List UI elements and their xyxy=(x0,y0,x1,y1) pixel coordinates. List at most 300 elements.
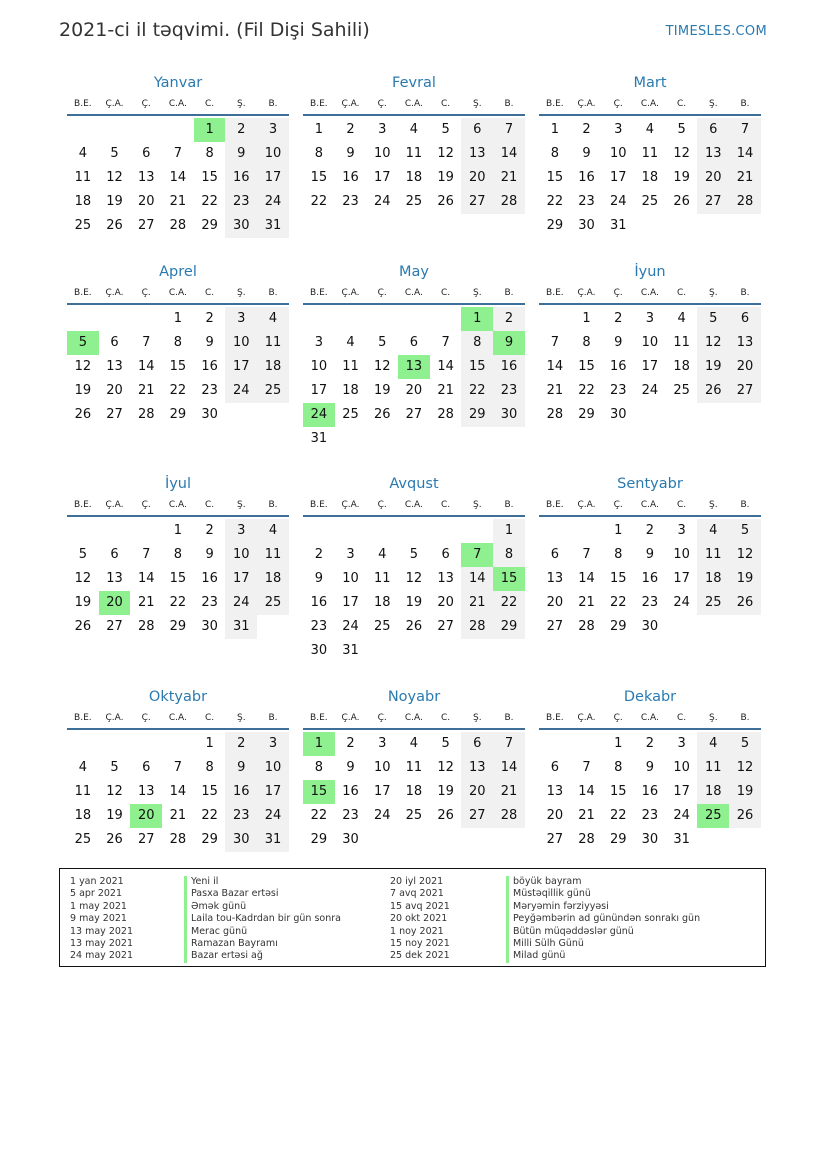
day-cell: 12 xyxy=(373,359,391,374)
weekday-label: Ç.A. xyxy=(341,288,360,298)
day-cell: 16 xyxy=(225,166,257,190)
day-cell: 23 xyxy=(578,194,595,209)
day-cell: 25 xyxy=(673,383,690,398)
holiday-name: Məryəmin fərziyyəsi xyxy=(506,901,700,913)
holiday-date: 20 okt 2021 xyxy=(390,913,448,925)
day-cell: 19 xyxy=(106,808,123,823)
day-cell: 19 xyxy=(673,170,690,185)
weekday-label: B. xyxy=(504,288,514,298)
weekday-header xyxy=(539,95,761,116)
holiday-name: Ramazan Bayramı xyxy=(184,938,341,950)
day-cell: 4 xyxy=(378,547,387,562)
empty-cell xyxy=(67,732,99,756)
empty-cell xyxy=(99,118,131,142)
day-cell: 28 xyxy=(729,190,761,214)
weekday-label: C.A. xyxy=(640,713,659,723)
day-cell: 9 xyxy=(645,760,655,775)
month-block xyxy=(303,472,525,663)
day-cell: 4 xyxy=(409,736,419,751)
day-cell: 22 xyxy=(609,808,627,823)
day-cell: 4 xyxy=(677,311,686,326)
day-cell: 3 xyxy=(645,311,655,326)
weekday-label: Ç. xyxy=(141,713,151,723)
weekday-label: B.E. xyxy=(310,288,328,298)
day-cell: 12 xyxy=(106,784,123,799)
day-cell: 20 xyxy=(697,166,729,190)
weekday-label: C. xyxy=(677,713,687,723)
brand-link[interactable]: TIMESLES.COM xyxy=(665,24,767,39)
holiday-name: Merac günü xyxy=(184,926,341,938)
day-cell: 5 xyxy=(729,732,761,756)
day-cell: 18 xyxy=(405,784,423,799)
day-cell: 12 xyxy=(729,543,761,567)
holiday-date: 1 yan 2021 xyxy=(70,876,124,887)
day-grid xyxy=(67,307,289,427)
day-cell: 9 xyxy=(346,760,355,775)
holiday-day-cell: 13 xyxy=(398,355,430,379)
day-cell: 28 xyxy=(493,804,525,828)
month-name: Aprel xyxy=(159,264,197,280)
day-cell: 15 xyxy=(169,359,187,374)
day-cell: 28 xyxy=(578,832,595,847)
day-cell: 18 xyxy=(673,359,690,374)
day-cell: 6 xyxy=(142,760,151,775)
weekday-label: B. xyxy=(268,500,278,510)
day-cell: 4 xyxy=(409,122,419,137)
weekday-label: Ş. xyxy=(236,99,246,109)
empty-cell xyxy=(539,307,571,331)
weekday-label: Ş. xyxy=(708,288,718,298)
day-cell: 10 xyxy=(641,335,659,350)
weekday-header xyxy=(67,709,289,730)
weekday-label: B. xyxy=(268,99,278,109)
weekday-label: Ş. xyxy=(472,288,482,298)
weekday-label: B.E. xyxy=(546,500,564,510)
day-cell: 26 xyxy=(437,808,454,823)
day-cell: 10 xyxy=(310,359,328,374)
day-cell: 12 xyxy=(437,760,454,775)
empty-cell xyxy=(398,519,430,543)
day-cell: 13 xyxy=(106,571,123,586)
day-cell: 19 xyxy=(405,595,423,610)
day-cell: 3 xyxy=(378,736,387,751)
day-cell: 6 xyxy=(110,335,119,350)
day-cell: 26 xyxy=(729,804,761,828)
day-cell: 11 xyxy=(373,571,391,586)
day-cell: 10 xyxy=(373,760,391,775)
day-cell: 8 xyxy=(205,146,214,161)
empty-cell xyxy=(571,519,603,543)
day-cell: 5 xyxy=(378,335,387,350)
day-cell: 17 xyxy=(673,571,690,586)
empty-cell xyxy=(162,118,194,142)
weekday-label: B. xyxy=(504,713,514,723)
weekday-label: C. xyxy=(205,713,215,723)
day-cell: 10 xyxy=(257,756,289,780)
day-cell: 21 xyxy=(169,808,187,823)
empty-cell xyxy=(366,519,398,543)
day-cell: 13 xyxy=(729,331,761,355)
holiday-day-cell: 1 xyxy=(461,307,493,331)
weekday-label: B.E. xyxy=(546,99,564,109)
day-cell: 23 xyxy=(201,383,218,398)
holiday-name: Bazar ertəsi ağ xyxy=(184,950,341,962)
day-cell: 8 xyxy=(205,760,214,775)
month-block xyxy=(539,71,761,238)
empty-cell xyxy=(303,307,335,331)
day-cell: 8 xyxy=(614,760,623,775)
day-cell: 18 xyxy=(697,567,729,591)
weekday-label: C.A. xyxy=(640,99,659,109)
weekday-header xyxy=(539,709,761,730)
day-cell: 31 xyxy=(257,214,289,238)
weekday-label: Ş. xyxy=(236,288,246,298)
holiday-date: 25 dek 2021 xyxy=(390,950,450,962)
day-cell: 14 xyxy=(137,359,155,374)
day-cell: 20 xyxy=(437,595,454,610)
day-cell: 2 xyxy=(645,523,655,538)
holiday-date: 1 may 2021 xyxy=(70,900,127,912)
page-title: 2021-ci il təqvimi. (Fil Dişi Sahili) xyxy=(59,19,370,41)
day-cell: 30 xyxy=(641,832,659,847)
day-cell: 2 xyxy=(205,311,214,326)
day-cell: 24 xyxy=(342,619,359,634)
day-cell: 6 xyxy=(729,307,761,331)
day-cell: 16 xyxy=(201,571,218,586)
day-cell: 25 xyxy=(74,832,92,847)
weekday-label: B.E. xyxy=(74,99,92,109)
holiday-name: Yeni il xyxy=(184,876,341,888)
day-cell: 24 xyxy=(373,808,391,823)
weekday-label: Ç. xyxy=(377,500,387,510)
day-grid xyxy=(539,519,761,639)
day-cell: 25 xyxy=(257,591,289,615)
day-cell: 21 xyxy=(578,808,595,823)
weekday-label: C.A. xyxy=(640,500,659,510)
day-cell: 29 xyxy=(493,615,525,639)
holiday-day-cell: 20 xyxy=(130,804,162,828)
month-block xyxy=(67,260,289,427)
day-cell: 16 xyxy=(641,784,659,799)
day-cell: 26 xyxy=(697,379,729,403)
day-cell: 30 xyxy=(201,407,218,422)
legend-names-left xyxy=(184,876,341,963)
day-cell: 2 xyxy=(225,118,257,142)
weekday-label: B.E. xyxy=(546,713,564,723)
empty-cell xyxy=(303,519,335,543)
day-cell: 12 xyxy=(74,571,92,586)
empty-cell xyxy=(67,307,99,331)
month-block xyxy=(539,472,761,639)
day-cell: 3 xyxy=(225,519,257,543)
holiday-name: Bütün müqəddəslər günü xyxy=(506,926,700,938)
day-cell: 15 xyxy=(169,571,187,586)
day-cell: 25 xyxy=(373,619,391,634)
day-cell: 11 xyxy=(405,760,423,775)
weekday-label: C. xyxy=(441,99,451,109)
day-cell: 14 xyxy=(578,784,595,799)
day-cell: 13 xyxy=(546,571,564,586)
holiday-date: 7 avq 2021 xyxy=(390,888,444,900)
day-cell: 25 xyxy=(405,808,423,823)
empty-cell xyxy=(430,307,462,331)
day-cell: 8 xyxy=(314,760,323,775)
empty-cell xyxy=(571,732,603,756)
weekday-label: C.A. xyxy=(168,713,187,723)
day-cell: 11 xyxy=(257,331,289,355)
weekday-label: Ç. xyxy=(613,99,623,109)
day-cell: 11 xyxy=(697,756,729,780)
day-cell: 31 xyxy=(257,828,289,852)
weekday-label: B. xyxy=(740,288,750,298)
day-cell: 30 xyxy=(609,407,627,422)
holiday-day-cell: 24 xyxy=(303,403,335,427)
day-cell: 20 xyxy=(106,383,123,398)
day-cell: 6 xyxy=(110,547,119,562)
day-grid xyxy=(67,118,289,238)
empty-cell xyxy=(99,732,131,756)
weekday-label: C.A. xyxy=(168,99,187,109)
weekday-label: B.E. xyxy=(310,713,328,723)
day-cell: 23 xyxy=(201,595,218,610)
weekday-label: C. xyxy=(441,500,451,510)
day-cell: 4 xyxy=(78,146,87,161)
day-cell: 5 xyxy=(441,736,450,751)
day-cell: 22 xyxy=(201,194,218,209)
weekday-label: Ş. xyxy=(236,500,246,510)
weekday-label: Ş. xyxy=(708,500,718,510)
day-cell: 1 xyxy=(550,122,559,137)
day-cell: 23 xyxy=(493,379,525,403)
day-cell: 28 xyxy=(169,832,187,847)
weekday-label: Ç.A. xyxy=(577,288,596,298)
day-cell: 14 xyxy=(169,170,187,185)
holiday-day-cell: 1 xyxy=(303,732,335,756)
day-cell: 1 xyxy=(205,736,214,751)
day-cell: 28 xyxy=(578,619,595,634)
day-cell: 22 xyxy=(578,383,595,398)
day-cell: 30 xyxy=(493,403,525,427)
day-cell: 22 xyxy=(169,595,187,610)
weekday-label: B.E. xyxy=(546,288,564,298)
day-cell: 16 xyxy=(609,359,627,374)
weekday-label: Ş. xyxy=(472,713,482,723)
day-cell: 29 xyxy=(201,832,218,847)
weekday-label: Ç. xyxy=(377,288,387,298)
day-grid xyxy=(67,519,289,639)
month-block xyxy=(303,71,525,214)
day-cell: 18 xyxy=(74,808,92,823)
weekday-label: Ş. xyxy=(708,713,718,723)
weekday-label: Ç.A. xyxy=(577,713,596,723)
weekday-label: B.E. xyxy=(74,713,92,723)
day-cell: 16 xyxy=(342,784,359,799)
day-cell: 23 xyxy=(609,383,627,398)
day-cell: 23 xyxy=(225,804,257,828)
day-cell: 20 xyxy=(461,166,493,190)
day-cell: 13 xyxy=(106,359,123,374)
day-cell: 9 xyxy=(346,146,355,161)
day-cell: 26 xyxy=(729,591,761,615)
day-cell: 1 xyxy=(173,523,183,538)
day-cell: 20 xyxy=(546,595,564,610)
holiday-date: 24 may 2021 xyxy=(70,950,134,962)
day-cell: 5 xyxy=(677,122,686,137)
day-cell: 1 xyxy=(582,311,591,326)
day-cell: 31 xyxy=(310,431,328,446)
day-grid xyxy=(303,519,525,663)
month-block xyxy=(303,685,525,852)
day-grid xyxy=(303,307,525,451)
day-cell: 24 xyxy=(673,808,690,823)
weekday-label: Ç. xyxy=(141,500,151,510)
day-cell: 13 xyxy=(137,784,155,799)
day-cell: 25 xyxy=(342,407,359,422)
empty-cell xyxy=(130,519,162,543)
day-cell: 3 xyxy=(677,523,686,538)
weekday-label: C. xyxy=(677,99,687,109)
day-cell: 3 xyxy=(614,122,623,137)
day-cell: 18 xyxy=(257,567,289,591)
weekday-label: B.E. xyxy=(74,288,92,298)
weekday-label: C. xyxy=(205,500,215,510)
day-cell: 4 xyxy=(346,335,355,350)
day-cell: 2 xyxy=(614,311,623,326)
empty-cell xyxy=(539,519,571,543)
day-cell: 27 xyxy=(437,619,454,634)
day-cell: 26 xyxy=(437,194,454,209)
empty-cell xyxy=(67,118,99,142)
weekday-label: Ç.A. xyxy=(341,99,360,109)
day-cell: 9 xyxy=(205,547,214,562)
day-cell: 28 xyxy=(493,190,525,214)
weekday-label: Ş. xyxy=(708,99,718,109)
empty-cell xyxy=(130,732,162,756)
day-cell: 5 xyxy=(441,122,450,137)
holiday-name: Peyğəmbərin ad günündən sonrakı gün xyxy=(506,913,700,925)
day-grid xyxy=(303,118,525,214)
holiday-date: 1 noy 2021 xyxy=(390,925,444,937)
weekday-label: C.A. xyxy=(168,500,187,510)
month-name: Yanvar xyxy=(153,75,203,91)
day-cell: 2 xyxy=(314,547,323,562)
weekday-header xyxy=(67,95,289,116)
month-name: İyun xyxy=(634,264,666,280)
day-cell: 5 xyxy=(697,307,729,331)
weekday-label: C. xyxy=(677,500,687,510)
day-cell: 15 xyxy=(310,170,328,185)
day-cell: 11 xyxy=(257,543,289,567)
day-cell: 24 xyxy=(609,194,627,209)
day-cell: 19 xyxy=(729,567,761,591)
weekday-label: B.E. xyxy=(310,99,328,109)
day-cell: 27 xyxy=(137,832,155,847)
day-cell: 20 xyxy=(405,383,423,398)
day-cell: 14 xyxy=(729,142,761,166)
weekday-label: Ç. xyxy=(613,500,623,510)
weekday-label: Ç. xyxy=(377,713,387,723)
day-cell: 1 xyxy=(614,523,623,538)
day-cell: 5 xyxy=(110,146,119,161)
day-cell: 18 xyxy=(373,595,391,610)
day-cell: 16 xyxy=(201,359,218,374)
day-cell: 22 xyxy=(609,595,627,610)
holiday-date: 9 may 2021 xyxy=(70,913,127,925)
day-cell: 26 xyxy=(74,619,92,634)
day-grid xyxy=(539,732,761,852)
day-cell: 15 xyxy=(609,784,627,799)
day-cell: 10 xyxy=(609,146,627,161)
weekday-label: B. xyxy=(740,713,750,723)
day-cell: 7 xyxy=(173,760,183,775)
day-cell: 13 xyxy=(137,170,155,185)
day-cell: 26 xyxy=(106,832,123,847)
day-cell: 12 xyxy=(673,146,690,161)
day-cell: 18 xyxy=(257,355,289,379)
empty-cell xyxy=(430,519,462,543)
day-cell: 17 xyxy=(609,170,627,185)
weekday-label: Ç.A. xyxy=(341,500,360,510)
weekday-header xyxy=(303,709,525,730)
weekday-label: Ş. xyxy=(472,99,482,109)
day-cell: 20 xyxy=(729,355,761,379)
empty-cell xyxy=(335,307,367,331)
day-cell: 14 xyxy=(137,571,155,586)
month-block xyxy=(539,260,761,427)
weekday-label: Ç. xyxy=(141,99,151,109)
day-cell: 7 xyxy=(493,118,525,142)
day-cell: 19 xyxy=(106,194,123,209)
weekday-label: B. xyxy=(504,500,514,510)
day-cell: 29 xyxy=(609,619,627,634)
weekday-label: C. xyxy=(441,713,451,723)
day-cell: 6 xyxy=(142,146,151,161)
day-cell: 2 xyxy=(346,736,355,751)
day-cell: 14 xyxy=(546,359,564,374)
weekday-label: C.A. xyxy=(168,288,187,298)
day-cell: 27 xyxy=(405,407,423,422)
day-cell: 19 xyxy=(437,784,454,799)
holiday-name: böyük bayram xyxy=(506,876,700,888)
weekday-label: B. xyxy=(504,99,514,109)
day-cell: 23 xyxy=(225,190,257,214)
day-cell: 4 xyxy=(697,732,729,756)
day-cell: 31 xyxy=(673,832,690,847)
month-block xyxy=(67,685,289,852)
day-cell: 22 xyxy=(201,808,218,823)
empty-cell xyxy=(162,732,194,756)
month-block xyxy=(67,71,289,238)
day-cell: 22 xyxy=(546,194,564,209)
day-cell: 5 xyxy=(78,547,87,562)
day-cell: 29 xyxy=(169,407,187,422)
weekday-label: C.A. xyxy=(404,288,423,298)
day-cell: 14 xyxy=(578,571,595,586)
day-cell: 25 xyxy=(257,379,289,403)
day-cell: 15 xyxy=(201,170,218,185)
day-cell: 31 xyxy=(609,218,627,233)
month-name: Avqust xyxy=(389,476,439,492)
day-cell: 21 xyxy=(493,780,525,804)
day-cell: 6 xyxy=(697,118,729,142)
day-cell: 7 xyxy=(142,335,151,350)
month-name: Mart xyxy=(633,75,667,91)
day-cell: 12 xyxy=(729,756,761,780)
weekday-header xyxy=(67,284,289,305)
day-cell: 6 xyxy=(550,547,559,562)
day-cell: 8 xyxy=(550,146,559,161)
day-cell: 28 xyxy=(461,615,493,639)
